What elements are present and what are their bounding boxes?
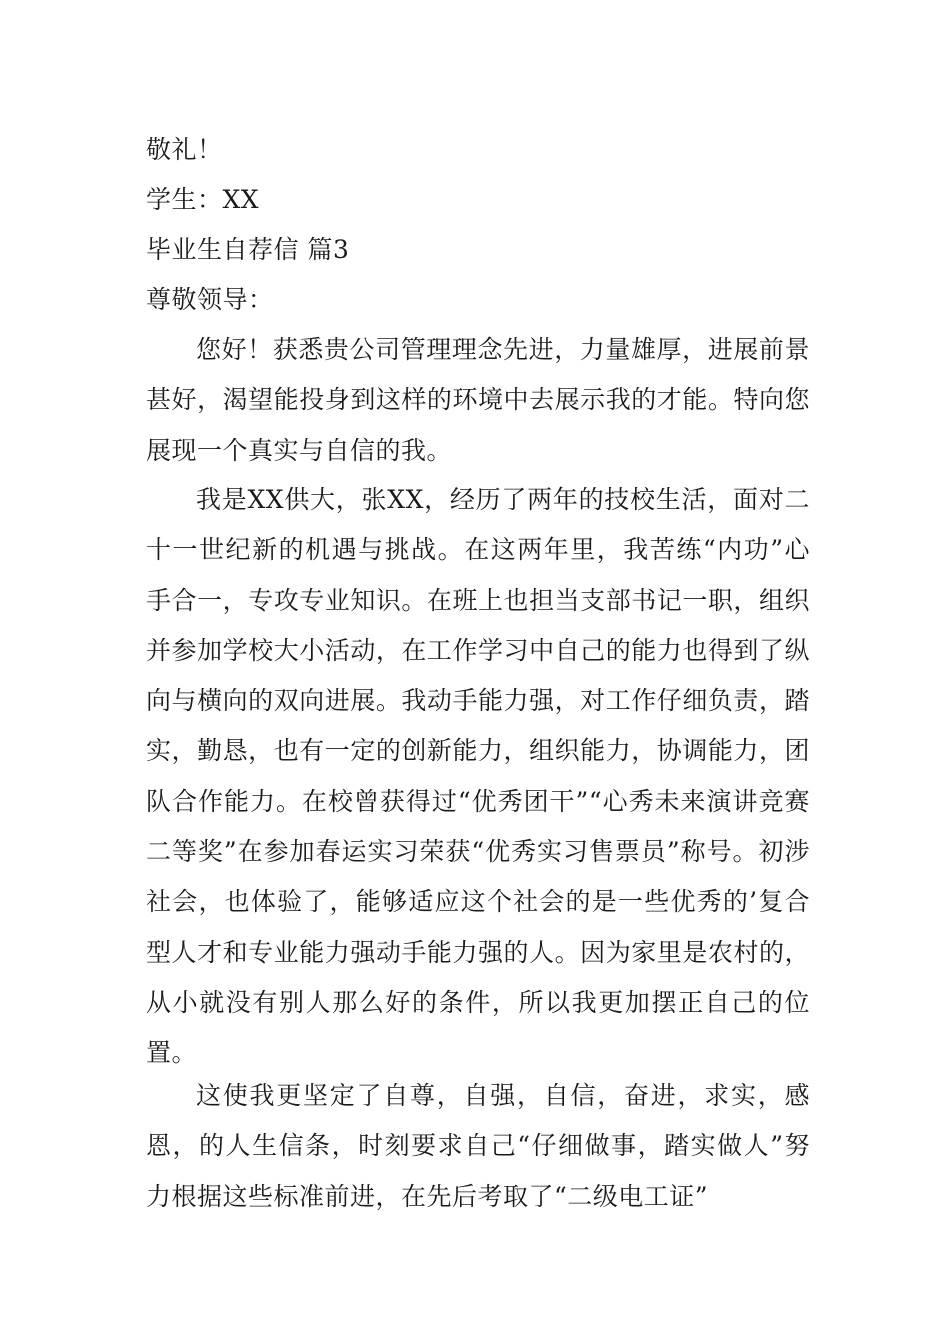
signature-line: 学生：XX — [146, 185, 260, 214]
paragraph-beliefs: 这使我更坚定了自尊，自强，自信，奋进，求实，感恩，的人生信条，时刻要求自己“仔细做事，踏实做人”努力根据这些标准前进，在先后考取了“二级电工证” — [146, 1081, 810, 1211]
closing-line: 敬礼！ — [146, 135, 223, 164]
section-title: 毕业生自荐信 篇3 — [146, 235, 350, 264]
paragraph-introduction: 我是XX供大，张XX，经历了两年的技校生活，面对二十一世纪新的机遇与挑战。在这两年里，我苦练“内功”心手合一，专攻专业知识。在班上也担当支部书记一职，组织并参加学校大小活动，在工作学习中自己的能力也得到了纵向与横向的双向进展。我动手能力强，对工作仔细负责，踏实，勤恳，也有一定的创新能力，组织能力，协调能力，团队合作能力。在校曾获得过“优秀团干”“心秀未来演讲竞赛二等奖”在参加春运实习荣获“优秀实习售票员”称号。初涉社会，也体验了，能够适应这个社会的是一些优秀的’复合型人才和专业能力强动手能力强的人。因为家里是农村的，从小就没有别人那么好的条件，所以我更加摆正自己的位置。 — [146, 485, 810, 1068]
paragraph-greeting: 您好！获悉贵公司管理理念先进，力量雄厚，进展前景甚好，渴望能投身到这样的环境中去展示我的才能。特向您展现一个真实与自信的我。 — [146, 335, 810, 465]
salutation: 尊敬领导： — [146, 285, 274, 314]
